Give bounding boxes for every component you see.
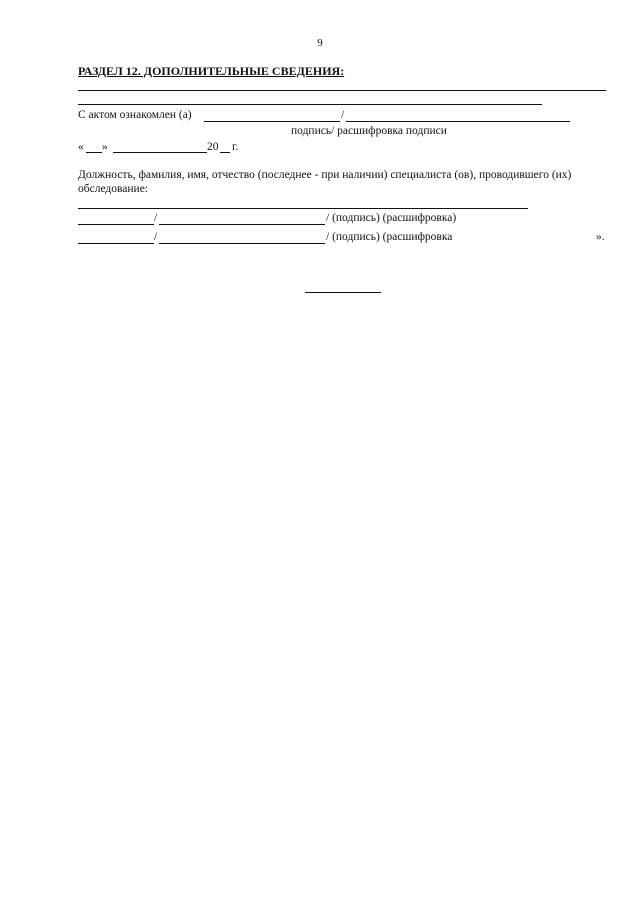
specialist-row1-position-blank — [78, 224, 154, 225]
signature-blank — [204, 121, 340, 122]
closing-rule — [305, 292, 381, 293]
page-number: 9 — [317, 37, 323, 49]
section-title: РАЗДЕЛ 12. ДОПОЛНИТЕЛЬНЫЕ СВЕДЕНИЯ: — [78, 64, 345, 78]
date-year-suffix: г. — [232, 141, 239, 153]
date-close-quote: » — [102, 141, 108, 153]
specialist-row1-name-blank — [159, 224, 325, 225]
additional-info-line-2 — [78, 104, 542, 105]
additional-info-line-1 — [78, 90, 606, 91]
date-year-prefix: 20 — [207, 141, 219, 153]
specialist-row2-separator: / — [154, 231, 158, 243]
specialist-row1-separator: / — [154, 212, 158, 224]
specialist-row2-position-blank — [78, 243, 154, 244]
date-year-blank — [220, 152, 230, 153]
acquaintance-separator: / — [341, 109, 345, 121]
specialist-row2-end: ». — [596, 231, 605, 243]
date-month-blank — [113, 152, 207, 153]
specialist-row2-name-blank — [159, 243, 325, 244]
signature-caption: подпись/ расшифровка подписи — [291, 125, 447, 137]
specialist-row1-caption: / (подпись) (расшифровка) — [326, 212, 457, 224]
specialist-name-line — [78, 208, 528, 209]
signature-decoding-blank — [346, 121, 570, 122]
specialist-row2-caption: / (подпись) (расшифровка — [326, 231, 453, 243]
specialist-paragraph: Должность, фамилия, имя, отчество (последнее - при наличии) специалиста (ов), проводившего (их) обследование: — [78, 169, 572, 195]
date-open-quote: « — [78, 141, 84, 153]
acquaintance-label: С актом ознакомлен (а) — [78, 109, 192, 121]
date-day-blank — [86, 152, 102, 153]
